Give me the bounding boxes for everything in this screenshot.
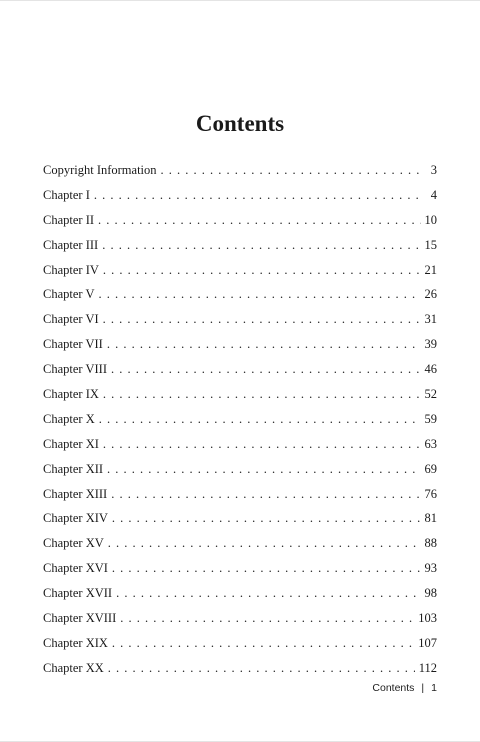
toc-entry-page: 81 <box>424 511 437 526</box>
toc-entry-page: 98 <box>424 586 437 601</box>
toc-dot-leader <box>103 258 421 283</box>
toc-dot-leader <box>111 482 420 507</box>
toc-entry-label: Chapter II <box>43 212 95 227</box>
toc-dot-leader <box>99 407 421 432</box>
toc-dot-leader <box>99 282 421 307</box>
toc-entry-page: 26 <box>424 287 437 302</box>
toc-entry-page: 63 <box>424 436 437 451</box>
toc-dot-leader <box>108 656 415 681</box>
toc-entry-label: Chapter X <box>43 411 95 426</box>
toc-dot-leader <box>103 307 421 332</box>
toc-entry[interactable] <box>43 656 437 681</box>
toc-entry-page: 59 <box>424 411 437 426</box>
toc-entry-page: 10 <box>424 212 437 227</box>
toc-entry[interactable] <box>43 556 437 581</box>
toc-entry-page: 112 <box>418 660 437 675</box>
toc-entry[interactable] <box>43 183 437 208</box>
toc-entry-label: Chapter VI <box>43 312 99 327</box>
toc-entry-label: Chapter XVII <box>43 586 113 601</box>
toc-entry-label: Chapter III <box>43 237 99 252</box>
toc-entry[interactable] <box>43 282 437 307</box>
toc-entry-label: Chapter XII <box>43 461 104 476</box>
toc-entry-page: 88 <box>424 536 437 551</box>
toc-entry-page: 76 <box>424 486 437 501</box>
page-title: Contents <box>195 111 285 136</box>
toc-dot-leader <box>107 457 420 482</box>
toc-entry[interactable] <box>43 233 437 258</box>
toc-entry-page: 31 <box>424 312 437 327</box>
toc-entry[interactable] <box>43 307 437 332</box>
toc-entry-label: Chapter XVI <box>43 561 108 576</box>
toc-entry-label: Copyright Information <box>43 163 157 177</box>
toc-entry-page: 15 <box>424 237 437 252</box>
toc-dot-leader <box>94 183 423 208</box>
footer-section-label: Contents <box>372 682 415 694</box>
toc-entry-page: 4 <box>430 187 437 202</box>
toc-entry-page: 103 <box>418 611 437 626</box>
toc-entry[interactable] <box>43 506 437 531</box>
toc-dot-leader <box>108 531 421 556</box>
toc-entry-page: 93 <box>424 561 437 576</box>
toc-entry-label: Chapter IX <box>43 387 99 402</box>
toc-entry-page: 3 <box>430 163 437 177</box>
toc-entry[interactable] <box>43 432 437 457</box>
toc-dot-leader <box>112 631 414 656</box>
toc-dot-leader <box>161 158 423 183</box>
toc-entry[interactable] <box>43 407 437 432</box>
toc-entry[interactable] <box>43 457 437 482</box>
toc-entry-page: 21 <box>424 262 437 277</box>
toc-dot-leader <box>112 506 421 531</box>
toc-entry[interactable] <box>43 581 437 606</box>
toc-entry[interactable] <box>43 208 437 233</box>
toc-entry-page: 107 <box>418 635 437 650</box>
toc-entry-label: Chapter XVIII <box>43 611 117 626</box>
toc-dot-leader <box>102 233 420 258</box>
toc-dot-leader <box>103 382 421 407</box>
toc-entry-page: 46 <box>424 362 437 377</box>
toc-dot-leader <box>112 556 421 581</box>
toc-dot-leader <box>116 581 420 606</box>
toc-entry[interactable] <box>43 482 437 507</box>
toc-entry[interactable] <box>43 531 437 556</box>
toc-entry-label: Chapter XIV <box>43 511 108 526</box>
toc-dot-leader <box>111 357 421 382</box>
toc-entry-label: Chapter XV <box>43 536 104 551</box>
footer-separator: | <box>421 682 425 694</box>
toc-entry[interactable] <box>43 357 437 382</box>
toc-entry[interactable] <box>43 332 437 357</box>
toc-dot-leader <box>107 332 421 357</box>
toc-entry-page: 39 <box>424 337 437 352</box>
toc-entry[interactable] <box>43 158 437 183</box>
toc-entry-label: Chapter IV <box>43 262 99 277</box>
toc-entry-label: Chapter XIII <box>43 486 108 501</box>
page-footer <box>372 681 437 695</box>
toc-entry-label: Chapter V <box>43 287 95 302</box>
toc-entry-label: Chapter XIX <box>43 635 108 650</box>
toc-entry[interactable] <box>43 606 437 631</box>
toc-dot-leader <box>103 432 421 457</box>
table-of-contents <box>43 158 437 681</box>
toc-entry[interactable] <box>43 631 437 656</box>
toc-entry-label: Chapter XI <box>43 436 99 451</box>
toc-entry-label: Chapter VIII <box>43 362 107 377</box>
toc-entry-page: 69 <box>424 461 437 476</box>
toc-dot-leader <box>98 208 420 233</box>
toc-dot-leader <box>120 606 414 631</box>
toc-entry-label: Chapter I <box>43 187 90 202</box>
toc-entry-page: 52 <box>424 387 437 402</box>
toc-entry[interactable] <box>43 382 437 407</box>
toc-entry-label: Chapter XX <box>43 660 104 675</box>
toc-entry[interactable] <box>43 258 437 283</box>
toc-entry-label: Chapter VII <box>43 337 103 352</box>
footer-page-number: 1 <box>431 682 437 694</box>
